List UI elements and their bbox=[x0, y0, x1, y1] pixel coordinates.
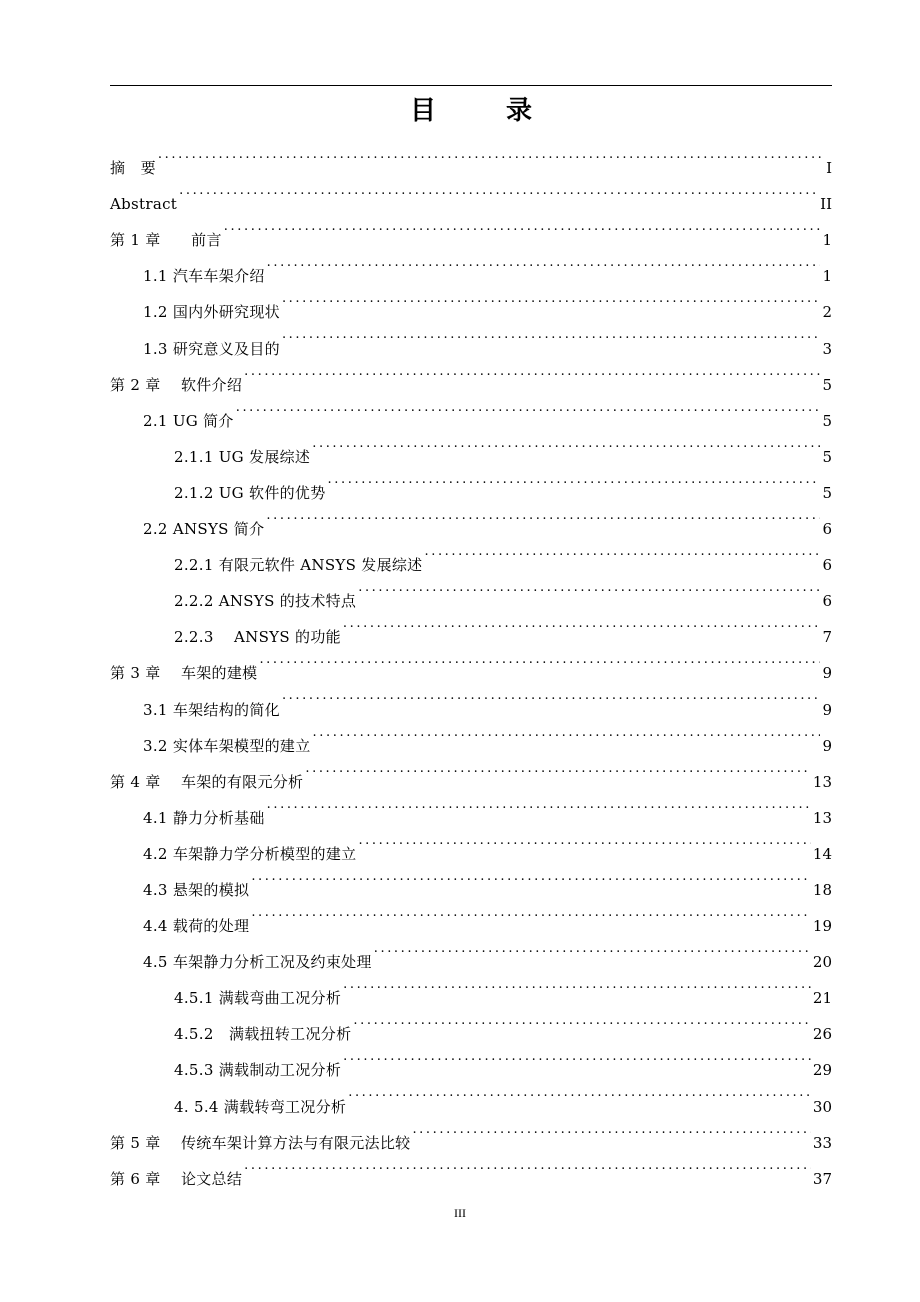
toc-entry-page-number: 1 bbox=[822, 231, 832, 250]
toc-dot-leader bbox=[251, 895, 811, 931]
toc-entry-title: 第 2 章 软件介绍 bbox=[110, 375, 243, 394]
toc-entry-page-number: 3 bbox=[822, 339, 832, 358]
toc-entry-title: 2.2.3 ANSYS 的功能 bbox=[174, 628, 341, 647]
toc-dot-leader bbox=[312, 426, 820, 462]
toc-dot-leader bbox=[343, 606, 821, 642]
toc-entry-page-number: 29 bbox=[812, 1061, 832, 1080]
toc-entry-page-number: 6 bbox=[822, 592, 832, 611]
toc-entry-page-number: 2 bbox=[822, 303, 832, 322]
toc-dot-leader bbox=[266, 498, 820, 534]
toc-entry-page-number: I bbox=[826, 159, 832, 178]
toc-entry-title: 2.2.2 ANSYS 的技术特点 bbox=[174, 592, 357, 611]
toc-dot-leader bbox=[267, 787, 811, 823]
toc-entry-title: 4.5.3 满载制动工况分析 bbox=[174, 1061, 342, 1080]
toc-entry-page-number: 13 bbox=[812, 772, 832, 791]
toc-entry[interactable] bbox=[110, 173, 832, 214]
toc-entry-page-number: 6 bbox=[822, 520, 832, 539]
toc-entry-title: Abstract bbox=[110, 195, 178, 214]
toc-entry-page-number: 5 bbox=[822, 447, 832, 466]
toc-entry-title: 4.5.2 满载扭转工况分析 bbox=[174, 1025, 352, 1044]
toc-entry-title: 第 1 章 前言 bbox=[110, 231, 222, 250]
toc-entry-title: 4.1 静力分析基础 bbox=[143, 808, 265, 827]
table-of-contents bbox=[110, 137, 832, 1188]
toc-entry-page-number: 20 bbox=[812, 953, 832, 972]
toc-dot-leader bbox=[358, 570, 820, 606]
toc-dot-leader bbox=[282, 281, 821, 317]
toc-entry-page-number: 9 bbox=[822, 664, 832, 683]
toc-entry-title: 4.2 车架静力学分析模型的建立 bbox=[143, 844, 357, 863]
toc-dot-leader bbox=[236, 390, 821, 426]
toc-entry-page-number: 5 bbox=[822, 411, 832, 430]
toc-entry-title: 4.5.1 满载弯曲工况分析 bbox=[174, 989, 342, 1008]
toc-entry-title: 3.2 实体车架模型的建立 bbox=[143, 736, 311, 755]
toc-entry-title: 第 5 章 传统车架计算方法与有限元法比较 bbox=[110, 1133, 411, 1152]
toc-entry-title: 2.1.1 UG 发展综述 bbox=[174, 447, 311, 466]
header-rule bbox=[110, 85, 832, 86]
toc-entry[interactable] bbox=[110, 137, 832, 178]
toc-entry-page-number: 7 bbox=[822, 628, 832, 647]
toc-entry-title: 4. 5.4 满载转弯工况分析 bbox=[174, 1097, 347, 1116]
toc-dot-leader bbox=[251, 859, 811, 895]
toc-dot-leader bbox=[424, 534, 820, 570]
toc-dot-leader bbox=[259, 642, 820, 678]
toc-entry-page-number: 13 bbox=[812, 808, 832, 827]
toc-entry-page-number: 26 bbox=[812, 1025, 832, 1044]
toc-entry-page-number: 33 bbox=[812, 1133, 832, 1152]
toc-dot-leader bbox=[353, 1003, 811, 1039]
toc-dot-leader bbox=[343, 1039, 811, 1075]
toc-dot-leader bbox=[412, 1112, 810, 1148]
toc-dot-leader bbox=[244, 1148, 811, 1184]
toc-entry-page-number: 21 bbox=[812, 989, 832, 1008]
toc-dot-leader bbox=[305, 751, 811, 787]
toc-entry-page-number: 5 bbox=[822, 483, 832, 502]
toc-dot-leader bbox=[348, 1075, 811, 1111]
toc-entry-page-number: 18 bbox=[812, 880, 832, 899]
toc-entry[interactable] bbox=[110, 209, 832, 250]
toc-dot-leader bbox=[179, 173, 818, 209]
toc-entry-title: 3.1 车架结构的简化 bbox=[143, 700, 280, 719]
toc-entry-title: 4.3 悬架的模拟 bbox=[143, 880, 250, 899]
toc-entry-title: 2.2.1 有限元软件 ANSYS 发展综述 bbox=[174, 556, 423, 575]
footer-page-number: III bbox=[454, 1206, 466, 1220]
toc-entry-title: 第 3 章 车架的建模 bbox=[110, 664, 258, 683]
toc-dot-leader bbox=[374, 931, 811, 967]
toc-entry-page-number: 14 bbox=[812, 844, 832, 863]
toc-dot-leader bbox=[244, 354, 820, 390]
page-title: 目 录 bbox=[409, 96, 554, 126]
toc-entry-page-number: 1 bbox=[822, 267, 832, 286]
toc-entry-title: 摘 要 bbox=[110, 159, 156, 178]
toc-entry-page-number: 9 bbox=[822, 700, 832, 719]
toc-entry-title: 4.4 载荷的处理 bbox=[143, 917, 250, 936]
toc-entry-page-number: 37 bbox=[812, 1169, 832, 1188]
toc-entry-title: 第 6 章 论文总结 bbox=[110, 1169, 243, 1188]
toc-entry-page-number: II bbox=[820, 195, 832, 214]
toc-entry-title: 1.1 汽车车架介绍 bbox=[143, 267, 265, 286]
toc-entry-title: 第 4 章 车架的有限元分析 bbox=[110, 772, 304, 791]
toc-dot-leader bbox=[267, 245, 821, 281]
toc-dot-leader bbox=[282, 678, 821, 714]
toc-entry-page-number: 5 bbox=[822, 375, 832, 394]
toc-entry-title: 2.2 ANSYS 简介 bbox=[143, 520, 265, 539]
toc-dot-leader bbox=[358, 823, 810, 859]
toc-dot-leader bbox=[343, 967, 811, 1003]
toc-entry-page-number: 30 bbox=[812, 1097, 832, 1116]
toc-entry-title: 4.5 车架静力分析工况及约束处理 bbox=[143, 953, 372, 972]
toc-dot-leader bbox=[282, 317, 821, 353]
toc-entry-title: 2.1 UG 简介 bbox=[143, 411, 234, 430]
toc-dot-leader bbox=[313, 715, 821, 751]
toc-entry-title: 1.3 研究意义及目的 bbox=[143, 339, 280, 358]
toc-dot-leader bbox=[224, 209, 821, 245]
toc-entry-page-number: 6 bbox=[822, 556, 832, 575]
toc-entry-page-number: 19 bbox=[812, 917, 832, 936]
toc-entry-page-number: 9 bbox=[822, 736, 832, 755]
toc-dot-leader bbox=[158, 137, 824, 173]
toc-entry-title: 2.1.2 UG 软件的优势 bbox=[174, 483, 326, 502]
toc-entry-title: 1.2 国内外研究现状 bbox=[143, 303, 280, 322]
toc-dot-leader bbox=[328, 462, 821, 498]
